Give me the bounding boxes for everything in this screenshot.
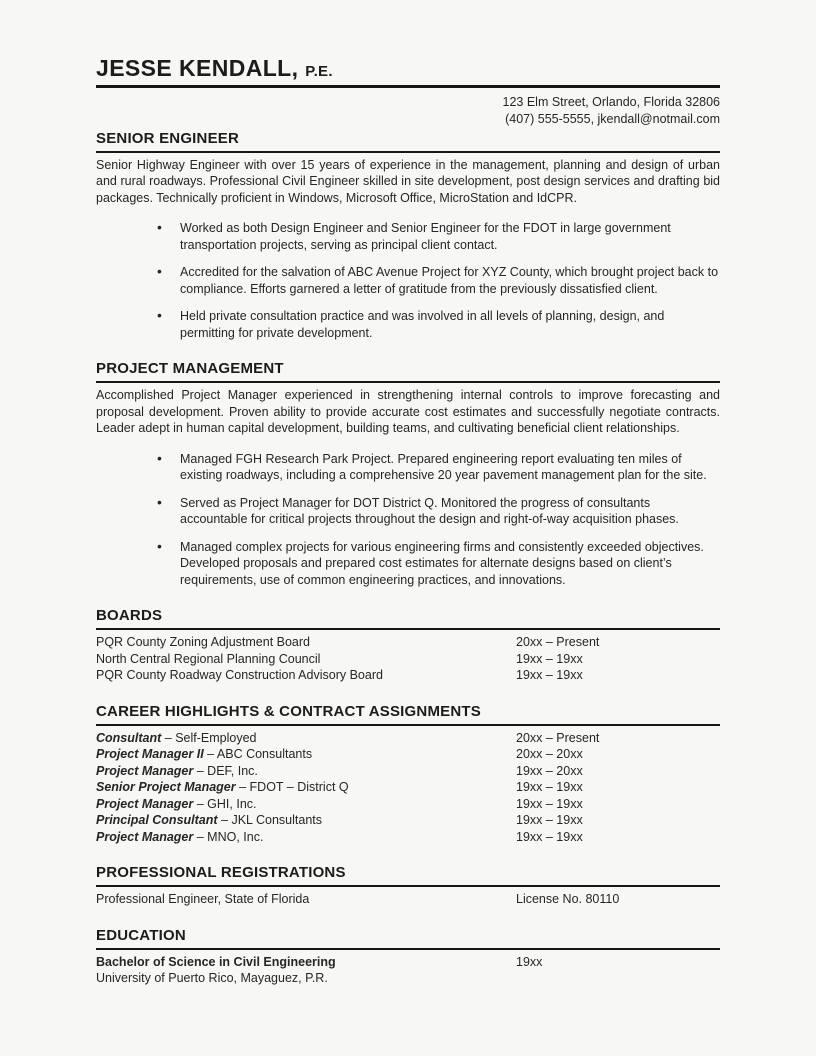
company-name: – MNO, Inc. [196, 829, 264, 844]
name-text: JESSE KENDALL, [96, 55, 299, 81]
board-row [96, 651, 720, 668]
company-name: – ABC Consultants [207, 747, 313, 762]
bullet-item: • Accredited for the salvation of ABC Avenue Project for XYZ County, which brought project back to compliance. Efforts garnered a letter of gratitude from the previously dissatisfied client. [96, 264, 720, 297]
section-education [96, 927, 720, 987]
board-dates: 19xx – 19xx [516, 651, 583, 666]
career-position [96, 829, 516, 846]
career-dates: 19xx – 19xx [516, 796, 583, 811]
board-dates: 19xx – 19xx [516, 668, 583, 683]
board-dates: 20xx – Present [516, 635, 600, 650]
bullet-item: • Worked as both Design Engineer and Senior Engineer for the FDOT in large government transportation projects, serving as principal client contact. [96, 220, 720, 253]
education-row [96, 954, 720, 971]
job-title: Project Manager [96, 796, 194, 811]
job-title: Principal Consultant [96, 813, 218, 828]
section-heading-professional-registrations: PROFESSIONAL REGISTRATIONS [96, 864, 720, 887]
career-row [96, 746, 720, 763]
career-position [96, 763, 516, 780]
section-heading-senior-engineer: SENIOR ENGINEER [96, 130, 720, 153]
senior-engineer-bullet-list [96, 220, 720, 341]
boards-rows [96, 634, 720, 684]
career-position [96, 779, 516, 796]
career-position [96, 730, 516, 747]
contact-phone-email: (407) 555-5555, jkendall@notmail.com [505, 111, 720, 126]
section-career-highlights [96, 703, 720, 846]
career-position [96, 812, 516, 829]
registration-rows [96, 891, 720, 908]
career-position [96, 746, 516, 763]
career-rows [96, 730, 720, 846]
registration-license: License No. 80110 [516, 892, 620, 907]
career-dates: 19xx – 19xx [516, 829, 583, 844]
contact-address: 123 Elm Street, Orlando, Florida 32806 [502, 95, 720, 110]
company-name: – DEF, Inc. [196, 763, 258, 778]
project-management-bullet-list [96, 451, 720, 589]
career-row [96, 730, 720, 747]
job-title: Consultant [96, 730, 162, 745]
section-heading-career-highlights: CAREER HIGHLIGHTS & CONTRACT ASSIGNMENTS [96, 703, 720, 726]
company-name: – JKL Consultants [221, 813, 323, 828]
section-professional-registrations [96, 864, 720, 908]
bullet-item: • Served as Project Manager for DOT District Q. Monitored the progress of consultants accountable for critical projects throughout the design and right-of-way acquisition phases. [96, 495, 720, 528]
resume-header [96, 56, 720, 127]
career-dates: 19xx – 20xx [516, 763, 583, 778]
section-heading-boards: BOARDS [96, 607, 720, 630]
education-degree: Bachelor of Science in Civil Engineering [96, 954, 336, 969]
career-row [96, 812, 720, 829]
career-row [96, 763, 720, 780]
career-dates: 20xx – 20xx [516, 747, 583, 762]
career-dates: 19xx – 19xx [516, 780, 583, 795]
job-title: Senior Project Manager [96, 780, 236, 795]
education-year: 19xx [516, 954, 543, 969]
section-senior-engineer [96, 130, 720, 342]
board-row [96, 667, 720, 684]
registration-description: Professional Engineer, State of Florida [96, 892, 310, 907]
board-organization: PQR County Roadway Construction Advisory Board [96, 668, 383, 683]
bullet-item: • Managed complex projects for various engineering firms and consistently exceeded objectives. Developed proposals and prepared cost estimates for alternate designs based on client’s requirements, use of common engineering practices, and innovations. [96, 539, 720, 589]
education-school: University of Puerto Rico, Mayaguez, P.R. [96, 971, 328, 986]
credential-text: P.E. [305, 63, 333, 80]
company-name: – Self-Employed [164, 730, 257, 745]
board-organization: North Central Regional Planning Council [96, 651, 321, 666]
board-row [96, 634, 720, 651]
education-rows [96, 954, 720, 987]
registration-row [96, 891, 720, 908]
senior-engineer-summary: Senior Highway Engineer with over 15 years of experience in the management, planning and design of urban and rural roadways. Professional Civil Engineer skilled in site development, post design services and drafting bid packages. Technically proficient in Windows, Microsoft Office, MicroStation and IdCPR. [96, 157, 720, 205]
section-project-management [96, 360, 720, 588]
company-name: – GHI, Inc. [196, 796, 257, 811]
section-heading-project-management: PROJECT MANAGEMENT [96, 360, 720, 383]
career-row [96, 779, 720, 796]
career-dates: 20xx – Present [516, 730, 600, 745]
person-name [96, 56, 720, 81]
contact-block [96, 94, 720, 127]
job-title: Project Manager [96, 829, 194, 844]
career-row [96, 829, 720, 846]
bullet-item: • Held private consultation practice and was involved in all levels of planning, design, and permitting for private development. [96, 308, 720, 341]
job-title: Project Manager II [96, 747, 204, 762]
career-row [96, 796, 720, 813]
company-name: – FDOT – District Q [239, 780, 349, 795]
job-title: Project Manager [96, 763, 194, 778]
section-boards [96, 607, 720, 684]
board-organization: PQR County Zoning Adjustment Board [96, 635, 311, 650]
project-management-summary: Accomplished Project Manager experienced in strengthening internal controls to improve forecasting and proposal development. Proven ability to provide accurate cost estimates and successfully negotiate contracts. Leader adept in human capital development, building teams, and cultivating beneficial client relationships. [96, 388, 720, 436]
bullet-item: • Managed FGH Research Park Project. Prepared engineering report evaluating ten miles of existing roadways, including a comprehensive 20 year pavement management plan for the site. [96, 451, 720, 484]
career-dates: 19xx – 19xx [516, 813, 583, 828]
header-divider [96, 85, 720, 88]
career-position [96, 796, 516, 813]
section-heading-education: EDUCATION [96, 927, 720, 950]
